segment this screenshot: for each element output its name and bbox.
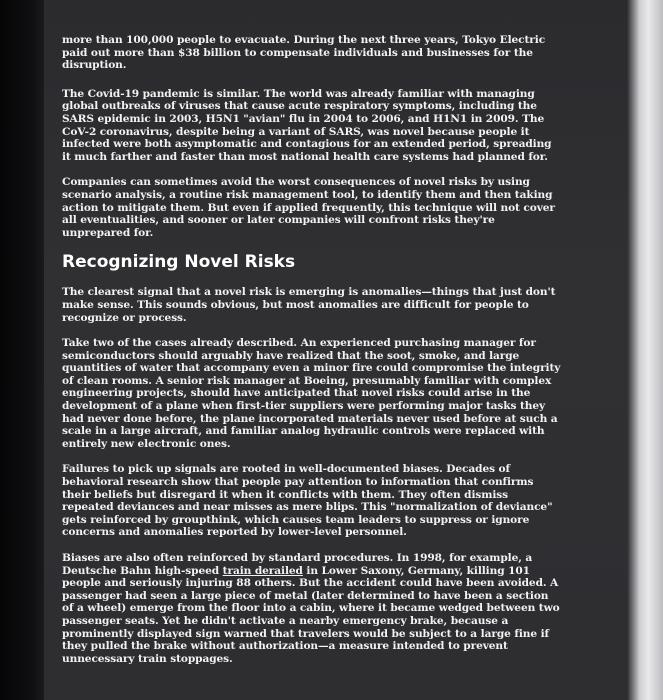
paragraph-text: in Lower Saxony, Germany, killing 101 people and seriously injuring 88 others. But the accident could have been avoided. A passenger had seen a large piece of metal (later determined to have been a section of a wheel) emerge from the floor into a cabin, where it became wedged between two passenger seats. Yet he didn't activate a nearby emergency brake, because a prominently displayed sign warned that travelers would be subject to a large fine if they pulled the brake without authorization—a measure intended to prevent unnecessary train stoppages. <box>62 564 560 665</box>
paragraph-text: Biases are also often reinforced by standard procedures. In 1998, for example, a Deutsche Bahn high-speed <box>62 552 533 577</box>
screen-bezel-left <box>0 0 44 700</box>
paragraph-biases: Failures to pick up signals are rooted in well-documented biases. Decades of behavioral research show that people pay attention to information that confirms their beliefs but disregard it when it conflicts with them. They often dismiss repeated deviances and near misses as mere blips. This "normalization of deviance" gets reinforced by groupthink, which causes team leaders to suppress or ignore concerns and anomalies reported by lower-level personnel. <box>62 463 553 539</box>
screen-bezel-right <box>627 0 663 700</box>
article-page <box>44 0 627 700</box>
article-body <box>62 34 562 678</box>
paragraph-deutsche-bahn <box>62 552 562 665</box>
paragraph-scenario-analysis: Companies can sometimes avoid the worst consequences of novel risks by using scenario analysis, a routine risk management tool, to identify them and then taking action to mitigate them. But even if applied frequently, this technique will not cover all eventualities, and sooner or later companies will confront risks they're unprepared for. <box>62 176 555 239</box>
train-derailed-link[interactable]: train derailed <box>222 564 303 577</box>
paragraph-tokyo-electric: more than 100,000 people to evacuate. During the next three years, Tokyo Electric paid out more than $38 billion to compensate individuals and businesses for the disruption. <box>62 34 546 72</box>
section-heading: Recognizing Novel Risks <box>62 252 296 273</box>
paragraph-cases: Take two of the cases already described. An experienced purchasing manager for semiconductors should arguably have realized that the soot, smoke, and large quantities of water that accompany even a minor fire could compromise the integrity of clean rooms. A senior risk manager at Boeing, presumably familiar with complex engineering projects, should have anticipated that novel risks could arise in the development of a plane when first-tier suppliers were performing major tasks they had never done before, the plane incorporated materials never used before at such a scale in a large aircraft, and familiar analog hydraulic controls were replaced with entirely new electronic ones. <box>62 337 561 450</box>
paragraph-covid: The Covid-19 pandemic is similar. The world was already familiar with managing global outbreaks of viruses that cause acute respiratory symptoms, including the SARS epidemic in 2003, H5N1 "avian" flu in 2004 to 2006, and H1N1 in 2009. The CoV-2 coronavirus, despite being a variant of SARS, was novel because people it infected were both asymptomatic and contagious for an extended period, spreading it much farther and faster than most national health care systems had planned for. <box>62 87 552 163</box>
paragraph-anomalies: The clearest signal that a novel risk is emerging is anomalies—things that just don't make sense. This sounds obvious, but most anomalies are difficult for people to recognize or process. <box>62 286 556 324</box>
